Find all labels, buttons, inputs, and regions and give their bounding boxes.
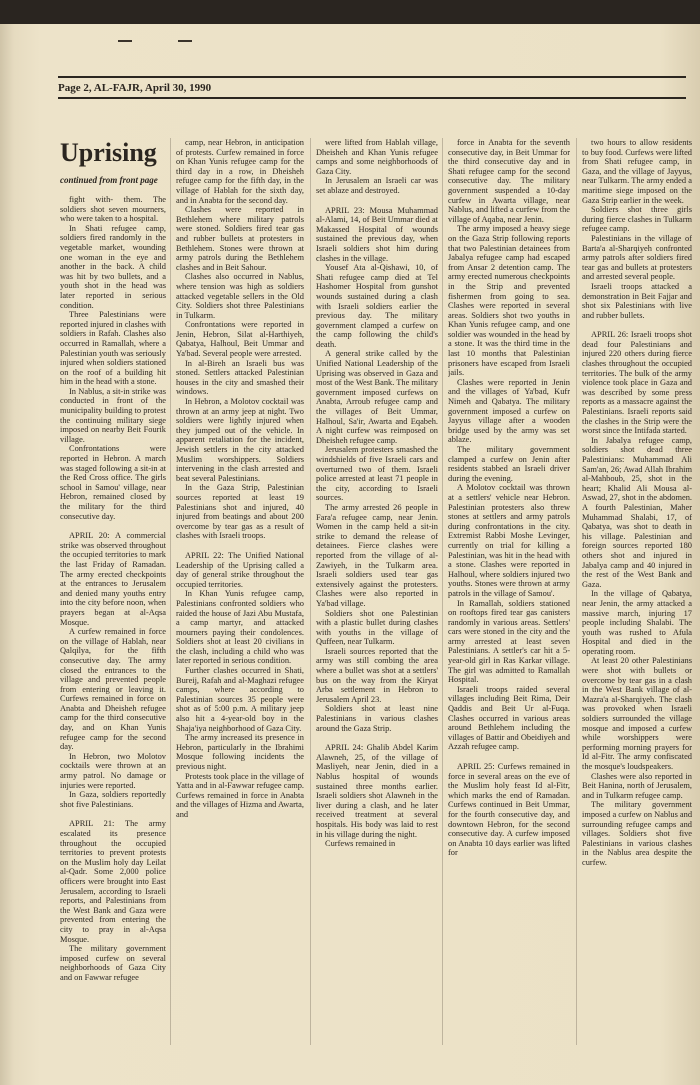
article-paragraph: In Gaza, soldiers reportedly shot five Palestinians. — [60, 790, 166, 809]
article-paragraph: Clashes also occurred in Nablus, where tension was high as soldiers attacked vegetable sellers in the Old City. Soldiers shot three Palestinians in Tulkarm. — [176, 272, 304, 320]
column-rule — [310, 138, 311, 1045]
column-rule — [170, 138, 171, 1045]
article-paragraph: APRIL 23: Mousa Muhammad al-Alami, 14, of Beit Ummar died at Makassed Hospital of wounds sustained the previous day, when Israeli soldiers shot him during clashes in the village. — [316, 205, 438, 263]
article-paragraph: In al-Bireh an Israeli bus was stoned. Settlers attacked Palestinian houses in the city and smashed their windows. — [176, 358, 304, 397]
article-column-2 — [176, 138, 304, 1049]
article-paragraph: fight with- them. The soldiers shot seven mourners, who were taken to a hospital. — [60, 195, 166, 224]
article-paragraph: In Shati refugee camp, soldiers fired randomly in the vegetable market, wounding one woman in the eye and another in the back. A child was hit by two bullets, and a youth shot in the head was later reported in serious condition. — [60, 223, 166, 310]
article-paragraph: Israeli sources reported that the army was still combing the area where a bullet was shot at a settlers' bus on the way from the Kiryat Arba settlement in Hebron to Jerusalem April 23. — [316, 646, 438, 704]
article-paragraph: A curfew remained in force on the village of Hablah, near Qalqilya, for the fifth consecutive day. The army closed the entrances to the village and prevented people from entering or leaving it. Curfews remained in force on Anabta and Dheisheh refugee camp for the third consecutive day, and on Khan Yunis refugee camp for the second day. — [60, 627, 166, 752]
article-paragraph: Soldiers shot one Palestinian with a plastic bullet during clashes with youths in the village of Quffeen, near Tulkarm. — [316, 608, 438, 647]
article-paragraph: APRIL 20: A commercial strike was observed throughout the occupied territories to mark the last Friday of Ramadan. The army erected checkpoints at the entrances to Jerusalem and denied many youths entry into the city before noon, when prayers began at al-Aqsa Mosque. — [60, 531, 166, 627]
article-paragraph: Soldiers shot at least nine Palestinians in various clashes around the Gaza Strip. — [316, 704, 438, 733]
article-paragraph: APRIL 26: Israeli troops shot dead four Palestinians and injured 220 others during fierce clashes throughout the occupied territories. The bulk of the army violence took place in Gaza and was described by some press reports as a massacre against the Palestinians. Israeli reports said the clashes in the Strip were the worst since the Intifada started. — [582, 330, 692, 436]
article-paragraph: Israeli troops attacked a demonstration in Beit Fajjar and shot six Palestinians with live and rubber bullets. — [582, 281, 692, 320]
article-column-3 — [316, 138, 438, 1049]
article-paragraph: At least 20 other Palestinians were shot with bullets or overcome by tear gas in a clash in the West Bank village of al-Mazra'a al-Sharqiyeh. The clash was provoked when Israeli soldiers surrounded the village mosque and imposed a curfew while worshippers were performing morning prayers for Id al-Fitr. The army confiscated the mosque's loudspeakers. — [582, 656, 692, 771]
article-paragraph: In Jabalya refugee camp, soldiers shot dead three Palestinians: Muhammad Ali Sam'an, 26; Awad Allah Ibrahim al-Mahboub, 25, shot in the heart; Khalid Ali Mousa al-Aswad, 27, shot in the abdomen. A fourth Palestinian, Maher Muhammad Shalabi, 17, of Qabatya, was shot to death in his village. Palestinian and foreign sources reported 180 others shot and injured in Jabalya camp and 40 injured in the rest of the West Bank and Gaza. — [582, 435, 692, 589]
article-paragraph: APRIL 22: The Unified National Leadership of the Uprising called a day of general strike throughout the occupied territories. — [176, 550, 304, 589]
article-paragraph: Confrontations were reported in Hebron. A march was staged following a sit-in at the Red Cross office. The girls school in Samou' village, near Hebron, remained closed by the military for the third consecutive day. — [60, 444, 166, 521]
article-paragraph: The military government imposed a curfew on Nablus and surrounding refugee camps and villages. Soldiers shot five Palestinians in various clashes in the Nablus area despite the curfew. — [582, 800, 692, 867]
column-rule — [442, 138, 443, 1045]
article-paragraph: The army imposed a heavy siege on the Gaza Strip following reports that two Palestinian detainees from Jabalya refugee camp had escaped from Ansar 2 detention camp. The army erected numerous checkpoints in the Strip and prevented fishermen from going to sea. Clashes were reported in several areas. Soldiers shot two youths in Khan Yunis refugee camp, and one soldier was wounded in the head by a stone. It was the third time in the last 10 months that Palestinian prisoners have escaped from Israeli jails. — [448, 224, 570, 378]
header-rule-top — [58, 76, 686, 78]
article-paragraph: were lifted from Hablah village, Dheisheh and Khan Yunis refugee camps and some neighborhoods of Gaza City. — [316, 138, 438, 176]
article-paragraph: In Jerusalem an Israeli car was set ablaze and destroyed. — [316, 176, 438, 195]
continued-note: continued from front page — [60, 175, 158, 185]
article-paragraph: Clashes were reported in Bethlehem where military patrols were stoned. Soldiers fired tear gas and rubber bullets at protesters in Bethlehem. Stones were thrown at army patrols during the Bethlehem clashes and in Beit Sahour. — [176, 205, 304, 272]
article-paragraph: Soldiers shot three girls during fierce clashes in Tulkarm refugee camp. — [582, 205, 692, 234]
article-paragraph: The military government clamped a curfew on Jenin after residents stabbed an Israeli driver during the evening. — [448, 445, 570, 483]
header-rule-bottom — [58, 97, 686, 99]
fold-mark — [118, 40, 132, 42]
article-paragraph: The military government imposed curfew on several neighborhoods of Gaza City and on Fawwar refugee — [60, 944, 166, 982]
article-paragraph: Israeli troops raided several villages including Beit Rima, Deir Qaddis and Beit Ur al-Fuqa. Clashes occurred in various areas around Bethlehem including the villages of Battir and Obeidiyeh and Azzah refugee camp. — [448, 684, 570, 752]
article-column-4 — [448, 138, 570, 1049]
article-paragraph: APRIL 25: Curfews remained in force in several areas on the eve of the Muslim holy feast Id al-Fitr, which marks the end of Ramadan. Curfews continued in Beit Ummar, for the fourth consecutive day, and downtown Hebron, for the second consecutive day. A curfew imposed on Anabta 10 days earlier was lifted for — [448, 762, 570, 858]
article-paragraph: Clashes were also reported in Beit Hanina, north of Jerusalem, and in Tulkarm refugee camp. — [582, 771, 692, 800]
article-paragraph: In Nablus, a sit-in strike was conducted in front of the municipality building to protest the continuing military siege imposed on nearby Beit Fourik village. — [60, 386, 166, 444]
article-paragraph: Confrontations were reported in Jenin, Hebron, Silat al-Harthiyeh, Qabatya, Halhoul, Beit Ummar and Ya'bad. Several people were arrested. — [176, 320, 304, 359]
article-paragraph: In the Gaza Strip, Palestinian sources reported at least 19 Palestinians shot and injured, 40 injured from beatings and about 200 overcome by tear gas as a result of clashes with Israeli troops. — [176, 483, 304, 541]
article-paragraph: Curfews remained in — [325, 839, 396, 849]
article-paragraph: In Hebron, a Molotov cocktail was thrown at an army jeep at night. Two soldiers were lightly injured when they jumped out of the vehicle. In apparent retaliation for the incident, Jewish settlers in the city attacked Muslim worshippers. Soldiers intervening in the clash arrested and beat several Palestinians. — [176, 397, 304, 483]
article-paragraph: camp, near Hebron, in anticipation of protests. Curfew remained in force on Khan Yunis refugee camp for the third day in a row, in Dheisheh refugee camp for the fifth day, in the village of Hablah for the sixth day, and in Anabta for the second day. — [176, 138, 304, 205]
article-paragraph: In Ramallah, soldiers stationed on rooftops fired tear gas canisters randomly in various areas. Settlers' cars were stoned in the city and the army arrested at least seven Palestinians. A settler's car hit a 5-year-old girl in Ras Karkar village. The girl was admitted to Ramallah Hospital. — [448, 598, 570, 685]
article-paragraph: In Khan Yunis refugee camp, Palestinians confronted soldiers who raided the house of Jazi Abu Mustafa, a camp martyr, and attacked mourners paying their condolences. Soldiers shot at least 20 civilians in the clash, including a child who was later reported in serious condition. — [176, 589, 304, 666]
article-paragraph: Palestinians in the village of Barta'a al-Sharqiyeh confronted army patrols after soldiers fired tear gas and bullets at protesters and arrested several people. — [582, 233, 692, 282]
article-paragraph: Further clashes occurred in Shati, Bureij, Rafah and al-Maghazi refugee camps, where according to Palestinian sources 35 people were shot as of 5:00 p.m. A military jeep also hit a 4-year-old boy in the Shaja'iya neighborhood of Gaza City. — [176, 666, 304, 733]
article-paragraph: APRIL 24: Ghalib Abdel Karim Alawneh, 25, of the village of Masliyeh, near Jenin, died in a Nablus hospital of wounds sustained three months earlier. Israeli soldiers shot Alawneh in the liver during a clash, and he later received treatment at several hospitals. His body was laid to rest in his village during the night. — [316, 743, 438, 839]
article-paragraph: Three Palestinians were reported injured in clashes with soldiers in Rafah. Clashes also occurred in Ramallah, where a Palestinian youth was seriously injured when soldiers stationed on the roof of a building hit him in the head with a stone. — [60, 310, 166, 387]
fold-mark — [178, 40, 192, 42]
article-paragraph: A Molotov cocktail was thrown at a settlers' vehicle near Hebron. Palestinian protesters also threw stones at settlers and army patrols during confrontations in the city. Extremist Rabbi Moshe Levinger, currently on trial for killing a Palestinian, was hit in the head with a stone. Clashes were reported in Halhoul, where soldiers injured two youths. Stones were thrown at army patrols in the village of Samou'. — [448, 483, 570, 598]
article-paragraph: The army increased its presence in Hebron, particularly in the Ibrahimi Mosque following incidents the previous night. — [176, 733, 304, 771]
article-paragraph: In the village of Qabatya, near Jenin, the army attacked a massive march, injuring 17 people including Shalabi. The youth was rushed to Afula Hospital and died in the operating room. — [582, 589, 692, 656]
article-paragraph: A general strike called by the Unified National Leadership of the Uprising was observed in Gaza and most of the West Bank. The military government imposed curfews on Anabta, Arroub refugee camp and the villages of Beit Ummar, Halhoul, Sa'ir, Awarta and Eqabeh. A night curfew was reimposed on Dheisheh refugee camp. — [316, 349, 438, 445]
page-header: Page 2, AL-FAJR, April 30, 1990 — [58, 82, 212, 94]
scan-top-edge — [0, 0, 700, 24]
article-paragraph: The army arrested 26 people in Fara'a refugee camp, near Jenin. Women in the camp held a sit-in strike to demand the release of detainees. Fierce clashes were reported from the village of al-Zawiyeh, in the Tulkarm area. Israeli soldiers used tear gas extensively against the protesters. Clashes were also reported in Ya'bad village. — [316, 502, 438, 608]
article-paragraph: force in Anabta for the seventh consecutive day, in Beit Ummar for the third consecutive day and in Shati refugee camp for the second consecutive day. The military government suspended a 10-day curfew in Awarta village, near Nablus, and lifted a curfew from the village of Aqaba, near Jenin. — [448, 138, 570, 224]
article-column-5 — [582, 138, 692, 1049]
headline: Uprising — [60, 138, 157, 167]
article-paragraph: In Hebron, two Molotov cocktails were thrown at an army patrol. No damage or injuries were reported. — [60, 751, 166, 790]
article-paragraph: Clashes were reported in Jenin and the villages of Ya'bad, Kufr Nimeh and Qabatya. The military government imposed a curfew on Jayyus village after a wooden bridge used by the army was set ablaze. — [448, 377, 570, 445]
article-paragraph: Protests took place in the village of Yatta and in al-Fawwar refugee camp. Curfews remained in force in Anabta and the villages of Hizma and Awarta, and — [176, 771, 304, 819]
article-paragraph: Yousef Ata al-Qishawi, 10, of Shati refugee camp died at Tel Hashomer Hospital from gunshot wounds sustained during a clash with Israeli soldiers earlier the previous day. The military government clamped a curfew on the camp following the child's death. — [316, 263, 438, 349]
article-paragraph: APRIL 21: The army escalated its presence throughout the occupied territories to prevent protests on the Muslim holy day Leilat al-Qadr. Some 2,000 police officers were brought into East Jerusalem, according to Israeli reports, and Palestinians from the West Bank and Gaza were prevented from entering the city to pray in al-Aqsa Mosque. — [60, 819, 166, 944]
column-rule — [576, 138, 577, 1045]
article-column-1 — [60, 195, 166, 1049]
article-paragraph: Jerusalem protesters smashed the windshields of five Israeli cars and overturned two of them. Israeli police arrested at least 71 people in the city, according to Israeli sources. — [316, 445, 438, 503]
article-paragraph: two hours to allow residents to buy food. Curfews were lifted from Shati refugee camp, in Gaza, and the village of Jayyus, near Tulkarm. The army ended a maritime siege imposed on the Gaza Strip earlier in the week. — [582, 138, 692, 205]
